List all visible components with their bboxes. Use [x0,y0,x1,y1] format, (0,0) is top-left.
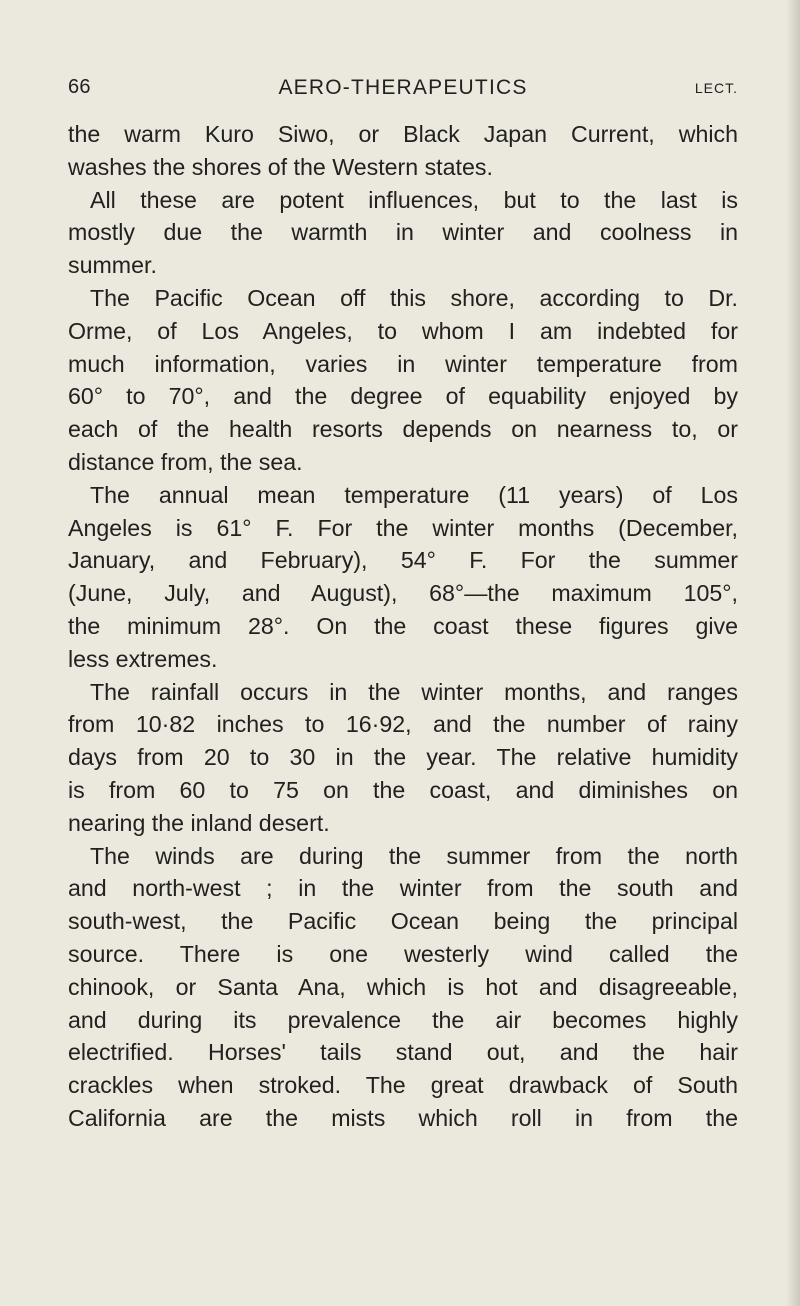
text-line: 60° to 70°, and the degree of equability enjoyed by [68,383,738,410]
text-line: January, and February), 54° F. For the summer [68,547,738,574]
text-line: The winds are during the summer from the north [90,842,738,869]
text-line: washes the shores of the Western states. [68,153,493,180]
text-line: is from 60 to 75 on the coast, and diminishes on [68,776,738,803]
text-line: south-west, the Pacific Ocean being the principal [68,908,738,935]
text-line: (June, July, and August), 68°—the maximum 105°, [68,580,738,607]
text-line: much information, varies in winter temperature from [68,350,738,377]
text-line: and during its prevalence the air becomes highly [68,1006,738,1033]
body-text [68,118,738,1135]
text-line: electrified. Horses' tails stand out, and the hair [68,1039,738,1066]
text-line: The annual mean temperature (11 years) of Los [90,481,738,508]
text-line: and north-west ; in the winter from the south and [68,875,738,902]
text-line: mostly due the warmth in winter and coolness in [68,219,738,246]
text-line: The Pacific Ocean off this shore, according to Dr. [90,284,738,311]
text-line: nearing the inland desert. [68,809,330,836]
text-line: the minimum 28°. On the coast these figures give [68,612,738,639]
text-line: All these are potent influences, but to the last is [90,186,738,213]
page-edge-shadow [786,0,800,1306]
text-line: crackles when stroked. The great drawback of South [68,1072,738,1099]
text-line: California are the mists which roll in from the [68,1104,738,1131]
text-line: Orme, of Los Angeles, to whom I am indebted for [68,317,738,344]
running-title: AERO-THERAPEUTICS [278,76,528,99]
text-line: from 10·82 inches to 16·92, and the number of rainy [68,711,738,738]
text-line: less extremes. [68,645,218,672]
text-line: days from 20 to 30 in the year. The relative humidity [68,744,738,771]
text-line: summer. [68,252,157,279]
text-line: The rainfall occurs in the winter months, and ranges [90,678,738,705]
page-number: 66 [68,76,91,98]
text-line: distance from, the sea. [68,448,303,475]
text-line: source. There is one westerly wind called the [68,940,738,967]
text-line: Angeles is 61° F. For the winter months (December, [68,514,738,541]
text-line: each of the health resorts depends on nearness to, or [68,416,738,443]
running-header [68,72,738,106]
section-label: LECT. [694,80,738,96]
text-line: chinook, or Santa Ana, which is hot and disagreeable, [68,973,738,1000]
text-line: the warm Kuro Siwo, or Black Japan Current, which [68,121,738,147]
